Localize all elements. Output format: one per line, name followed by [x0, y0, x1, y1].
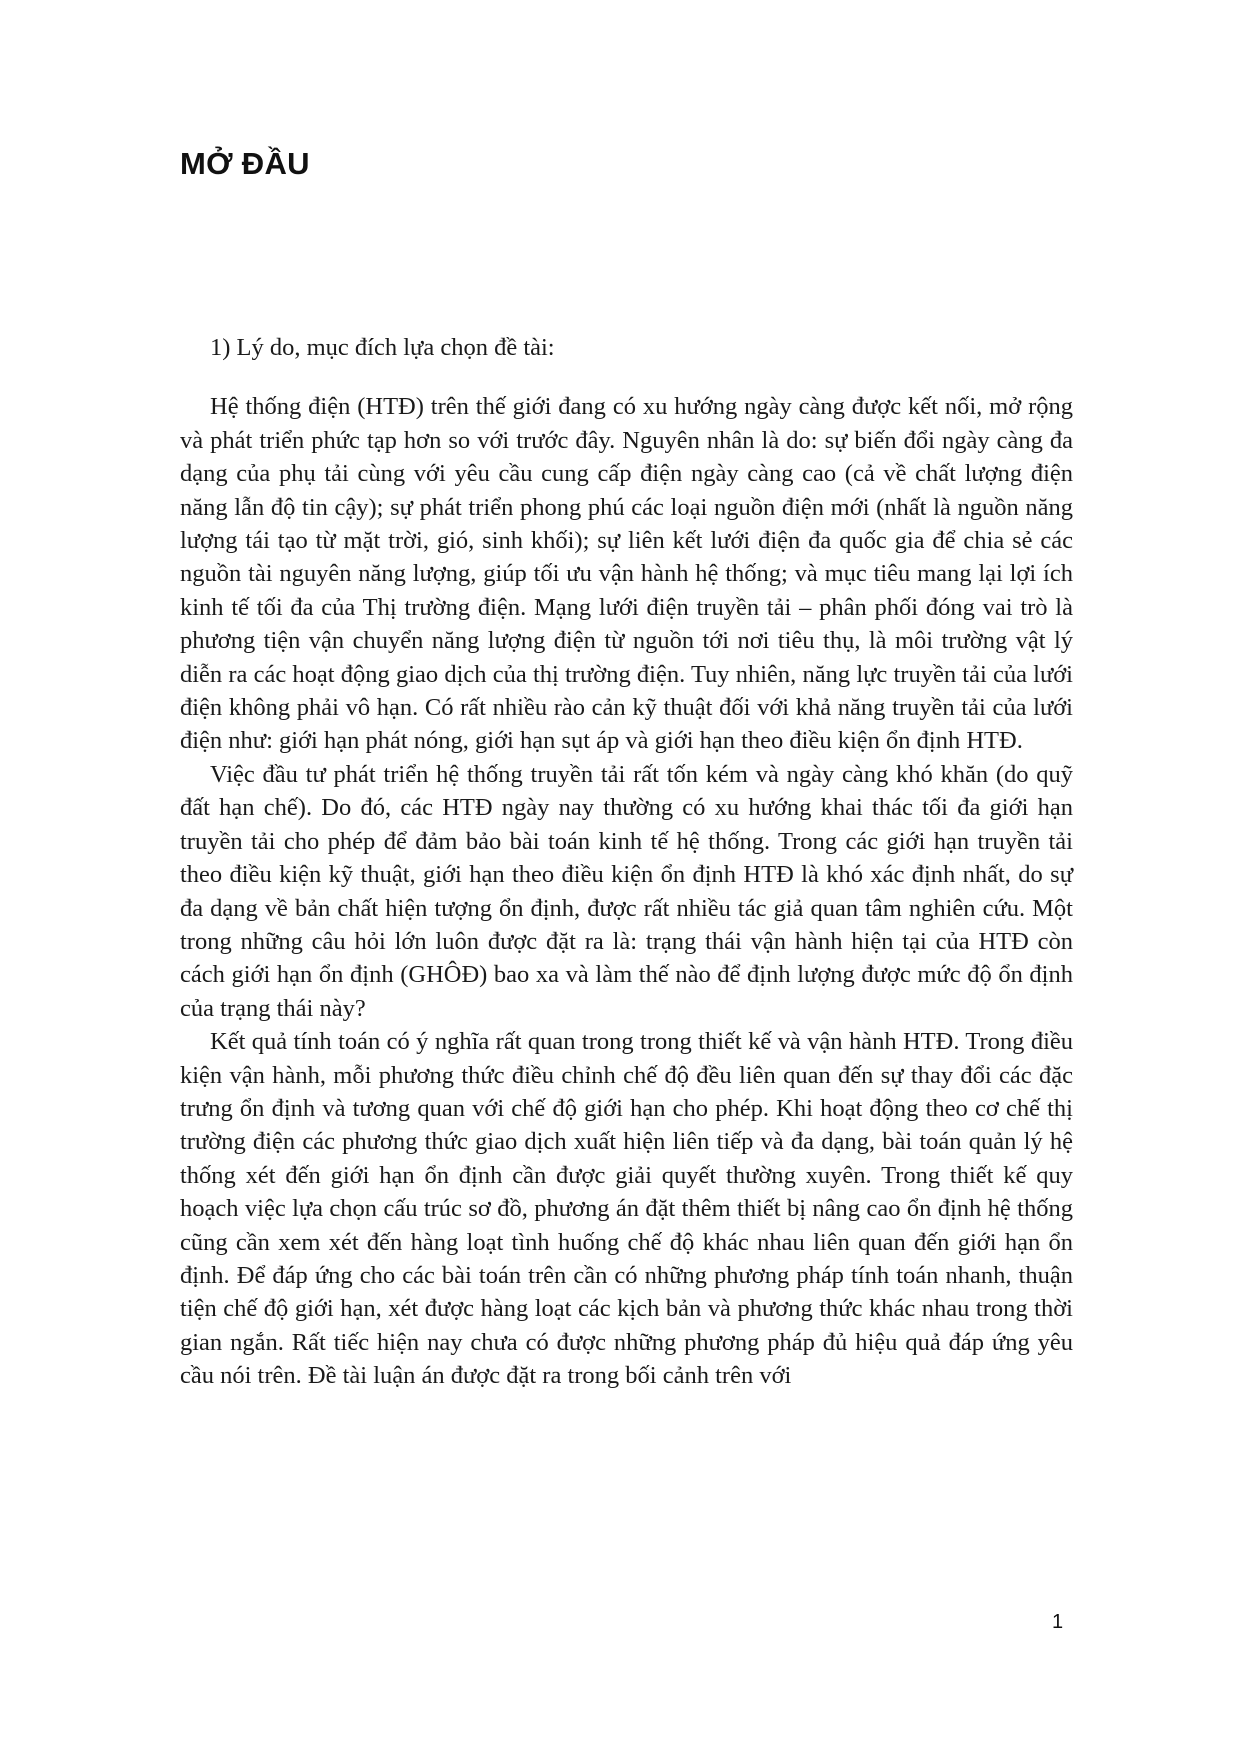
paragraph-1: Hệ thống điện (HTĐ) trên thế giới đang có xu hướng ngày càng được kết nối, mở rộng và phát triển phức tạp hơn so với trước đây. Nguyên nhân là do: sự biến đổi ngày càng đa dạng của phụ tải cùng với yêu cầu cung cấp điện ngày càng cao (cả về chất lượng điện năng lẫn độ tin cậy); sự phát triển phong phú các loại nguồn điện mới (nhất là nguồn năng lượng tái tạo từ mặt trời, gió, sinh khối); sự liên kết lưới điện đa quốc gia để chia sẻ các nguồn tài nguyên năng lượng, giúp tối ưu vận hành hệ thống; và mục tiêu mang lại lợi ích kinh tế tối đa của Thị trường điện. Mạng lưới điện truyền tải – phân phối đóng vai trò là phương tiện vận chuyển năng lượng điện từ nguồn tới nơi tiêu thụ, là môi trường vật lý diễn ra các hoạt động giao dịch của thị trường điện. Tuy nhiên, năng lực truyền tải của lưới điện không phải vô hạn. Có rất nhiều rào cản kỹ thuật đối với khả năng truyền tải của lưới điện như: giới hạn phát nóng, giới hạn sụt áp và giới hạn theo điều kiện ổn định HTĐ. [180, 393, 1073, 755]
paragraph-3: Kết quả tính toán có ý nghĩa rất quan trong trong thiết kế và vận hành HTĐ. Trong điều kiện vận hành, mỗi phương thức điều chỉnh chế độ đều liên quan đến sự thay đổi các đặc trưng ổn định và tương quan với chế độ giới hạn cho phép. Khi hoạt động theo cơ chế thị trường điện các phương thức giao dịch xuất hiện liên tiếp và đa dạng, bài toán quản lý hệ thống xét đến giới hạn ổn định cần được giải quyết thường xuyên. Trong thiết kế quy hoạch việc lựa chọn cấu trúc sơ đồ, phương án đặt thêm thiết bị nâng cao ổn định hệ thống cũng cần xem xét đến hàng loạt tình huống chế độ khác nhau liên quan đến giới hạn ổn định. Để đáp ứng cho các bài toán trên cần có những phương pháp tính toán nhanh, thuận tiện chế độ giới hạn, xét được hàng loạt các kịch bản và phương thức khác nhau trong thời gian ngắn. Rất tiếc hiện nay chưa có được những phương pháp đủ hiệu quả đáp ứng yêu cầu nói trên. Đề tài luận án được đặt ra trong bối cảnh trên với [180, 1028, 1073, 1390]
chapter-heading: MỞ ĐẦU [180, 146, 310, 181]
body-text [180, 331, 1073, 1393]
section-title: 1) Lý do, mục đích lựa chọn đề tài: [210, 334, 555, 361]
paragraph-2: Việc đầu tư phát triển hệ thống truyền tải rất tốn kém và ngày càng khó khăn (do quỹ đất hạn chế). Do đó, các HTĐ ngày nay thường có xu hướng khai thác tối đa giới hạn truyền tải cho phép để đảm bảo bài toán kinh tế hệ thống. Trong các giới hạn truyền tải theo điều kiện kỹ thuật, giới hạn theo điều kiện ổn định HTĐ là khó xác định nhất, do sự đa dạng về bản chất hiện tượng ổn định, được rất nhiều tác giả quan tâm nghiên cứu. Một trong những câu hỏi lớn luôn được đặt ra là: trạng thái vận hành hiện tại của HTĐ còn cách giới hạn ổn định (GHÔĐ) bao xa và làm thế nào để định lượng được mức độ ổn định của trạng thái này? [180, 760, 1073, 1022]
page-number: 1 [1052, 1611, 1064, 1633]
